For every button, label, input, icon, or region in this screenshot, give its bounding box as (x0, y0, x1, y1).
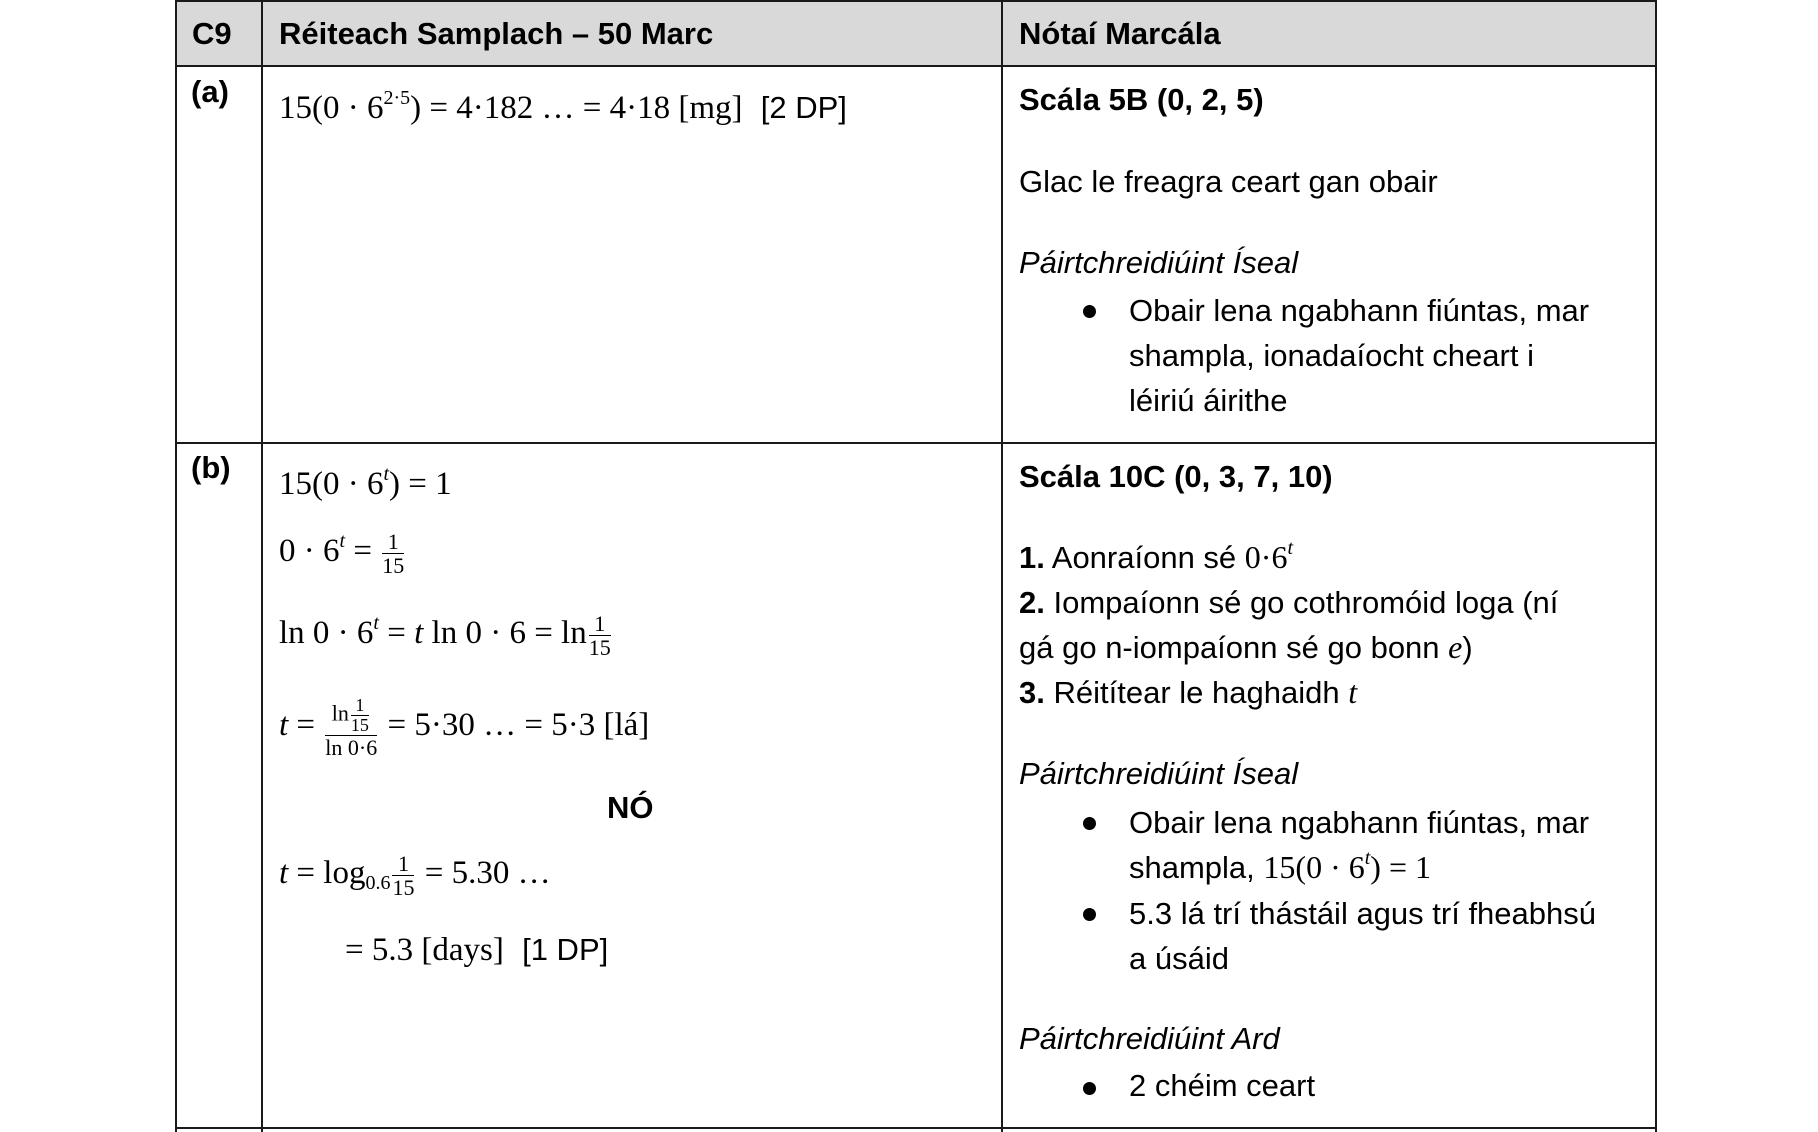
variable: t (279, 855, 289, 892)
low-partial-title-b: Páirtchreidiúint Íseal (1019, 756, 1299, 791)
math-text: = (288, 707, 324, 744)
column-divider (1001, 0, 1003, 1132)
math-text: 15(0 · 6 (1263, 849, 1365, 885)
table-border-top (175, 0, 1657, 2)
marking-scheme-table (175, 0, 1657, 1132)
math-text: ) = 1 (1370, 849, 1431, 885)
low-partial-item-a (1129, 288, 1589, 423)
solution-b-line-5 (279, 852, 551, 899)
text-line: Obair lena ngabhann fiúntas, mar (1129, 293, 1590, 328)
low-partial-title-a: Páirtchreidiúint Íseal (1019, 245, 1299, 280)
exponent: t (1287, 537, 1294, 559)
solution-b-line-3 (279, 612, 613, 659)
variable: t (279, 707, 289, 744)
denominator: 15 (382, 553, 405, 579)
rounding-note: [2 DP] (760, 90, 847, 125)
step-text: gá go n-iompaíonn sé go bonn (1019, 630, 1449, 665)
solution-b-line-4 (279, 696, 649, 759)
variable: t (414, 615, 424, 652)
header-divider (175, 65, 1657, 67)
text: shampla, (1129, 850, 1264, 885)
math-text: = (345, 533, 381, 570)
denominator: 15 (350, 714, 369, 735)
solution-b-line-6 (345, 932, 608, 969)
step-2 (1019, 580, 1558, 625)
numerator: 1 (351, 696, 369, 716)
denominator: 15 (588, 635, 611, 661)
fraction (325, 696, 377, 759)
text-line: Obair lena ngabhann fiúntas, mar (1129, 805, 1590, 840)
fraction (589, 612, 611, 659)
exponent: 2·5 (383, 87, 411, 109)
exponent: t (383, 463, 390, 485)
text-line: léiriú áirithe (1129, 383, 1288, 418)
exponent: t (1364, 847, 1371, 869)
step-1 (1019, 535, 1558, 580)
math-text: 0 · 6 (279, 533, 340, 570)
scale-a: Scála 5B (0, 2, 5) (1019, 82, 1264, 117)
exponent: t (339, 530, 346, 553)
solution-column-header: Réiteach Samplach – 50 Marc (279, 16, 714, 51)
variable: t (1348, 674, 1358, 710)
row-divider (175, 1127, 1657, 1129)
exponent: t (373, 612, 379, 635)
marking-steps (1019, 535, 1558, 715)
math-text: = (378, 615, 415, 652)
fraction (351, 696, 369, 735)
math-text: = 5·30 … = 5·3 [lá] (379, 707, 650, 744)
step-text: Réitítear le haghaidh (1053, 675, 1349, 710)
step-number: 3. (1019, 675, 1045, 710)
math-text: ln 0 · 6 (279, 615, 374, 652)
or-label: NÓ (607, 790, 654, 825)
text-line: 5.3 lá trí thástáil agus trí fheabhsú (1129, 896, 1596, 931)
step-number: 2. (1019, 585, 1045, 620)
solution-b-line-2 (279, 530, 406, 577)
numerator: 1 (382, 530, 404, 554)
table-border-left (175, 0, 177, 1132)
numerator: 1 (392, 852, 414, 876)
math-text: 15(0 · 6 (279, 90, 384, 126)
math-text: = 5.30 … (416, 855, 551, 892)
bullet-icon (1083, 1082, 1096, 1095)
step-text: Iompaíonn sé go cothromóid loga (ní (1053, 585, 1559, 620)
column-divider (261, 0, 263, 1132)
text-line (1129, 845, 1589, 890)
notes-column-header: Nótaí Marcála (1019, 16, 1221, 51)
bullet-icon (1083, 817, 1096, 830)
fraction (392, 852, 414, 899)
bullet-icon (1083, 305, 1096, 318)
question-number: C9 (192, 16, 232, 51)
log-base: 0.6 (365, 872, 391, 895)
high-partial-title-b: Páirtchreidiúint Ard (1019, 1021, 1280, 1056)
math-text: ln 0 · 6 = ln (423, 615, 587, 652)
low-partial-item-b-1 (1129, 800, 1589, 890)
math-text: 15(0 · 6 (279, 466, 384, 502)
math-text: = log (288, 855, 366, 892)
table-border-right (1655, 0, 1657, 1132)
accept-note-a: Glac le freagra ceart gan obair (1019, 164, 1438, 199)
text-line: a úsáid (1129, 941, 1229, 976)
bullet-icon (1083, 908, 1096, 921)
part-label-a: (a) (191, 74, 229, 109)
low-partial-item-b-2 (1129, 891, 1596, 981)
math-text: = 5.3 [days] (345, 932, 504, 968)
high-partial-item-b: 2 chéim ceart (1129, 1068, 1316, 1103)
math-text: ) = 1 (389, 466, 452, 502)
step-2-continued (1019, 625, 1558, 670)
math-text: ln (331, 700, 349, 726)
scale-b: Scála 10C (0, 3, 7, 10) (1019, 459, 1333, 494)
numerator: 1 (589, 612, 611, 636)
solution-a-line (279, 87, 847, 127)
text-line: shampla, ionadaíocht cheart i (1129, 338, 1534, 373)
denominator: 15 (392, 875, 415, 901)
step-text: Aonraíonn sé (1051, 540, 1245, 575)
fraction (382, 530, 404, 577)
step-3 (1019, 670, 1558, 715)
solution-b-line-1 (279, 463, 452, 503)
math-text: ) = 4·182 … = 4·18 [mg] (410, 90, 743, 126)
step-text: ) (1462, 630, 1473, 665)
row-divider (175, 442, 1657, 444)
denominator: ln 0·6 (325, 734, 378, 760)
math-text: 0·6 (1244, 539, 1288, 575)
rounding-note: [1 DP] (522, 932, 609, 967)
step-number: 1. (1019, 540, 1045, 575)
variable: e (1448, 629, 1463, 665)
numerator (325, 696, 377, 736)
part-label-b: (b) (191, 450, 231, 485)
